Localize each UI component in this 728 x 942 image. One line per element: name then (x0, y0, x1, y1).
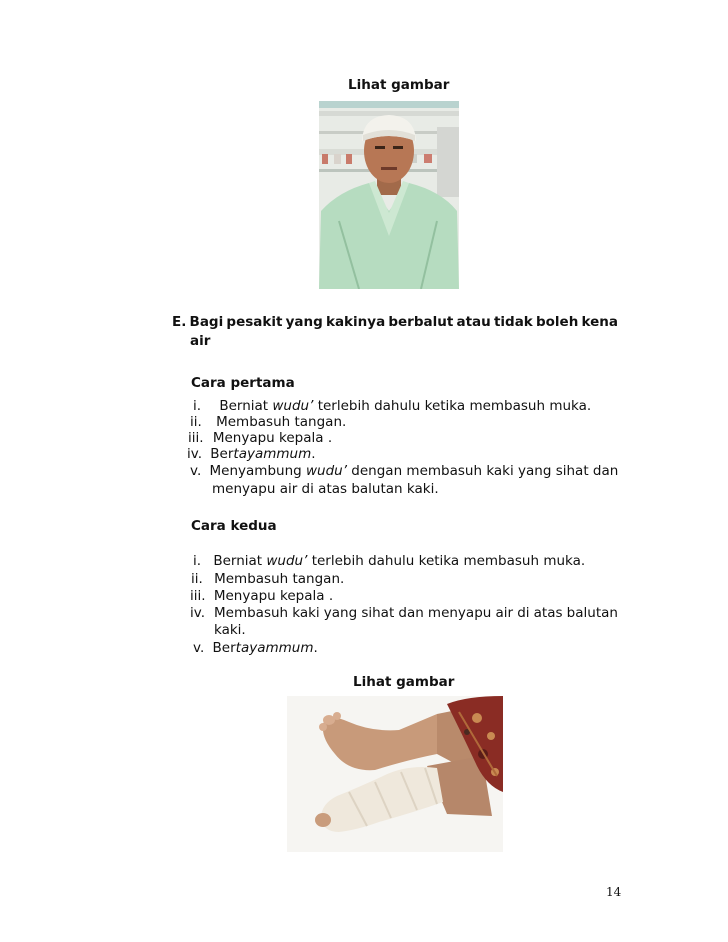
item-word: sihat (361, 605, 395, 621)
item-text: Berniat (213, 553, 267, 569)
item-italic: tayammum (233, 446, 312, 462)
item-word: Membasuh (214, 605, 289, 621)
item-number: i. (193, 398, 202, 414)
item-italic: wudu’ (272, 398, 314, 414)
item-text: terlebih dahulu ketika membasuh muka. (307, 553, 586, 569)
item-text: Menyambung (209, 463, 306, 479)
item-word: dan (398, 605, 424, 621)
heading-word: yang (285, 314, 323, 330)
item-text: . (313, 640, 318, 656)
item-text: Ber (210, 446, 234, 462)
cara-pertama-item-2 (190, 414, 346, 430)
item-text: Membasuh tangan. (214, 571, 345, 587)
cara-pertama-item-3 (188, 430, 332, 446)
item-number: iii. (190, 588, 206, 604)
cara-pertama-item-4 (187, 446, 316, 462)
item-number: ii. (190, 414, 202, 430)
heading-word: kakinya (325, 314, 386, 330)
cara-kedua-heading: Cara kedua (191, 518, 277, 534)
item-number: iii. (188, 430, 204, 446)
item-text: Menyapu kepala . (212, 430, 333, 446)
item-italic: wudu’ (266, 553, 308, 569)
item-text: Membasuh tangan. (216, 414, 347, 430)
item-word: di (517, 605, 530, 621)
item-number: i. (193, 553, 202, 569)
item-text: Ber (212, 640, 236, 656)
heading-word: kena (581, 314, 618, 330)
item-italic: tayammum (235, 640, 314, 656)
patient-head-bandage-photo (319, 101, 459, 289)
heading-word: boleh (535, 314, 579, 330)
heading-word: pesakit (226, 314, 283, 330)
cara-kedua-item-2 (191, 571, 344, 587)
cara-pertama-item-5 (190, 463, 618, 479)
item-number: iv. (190, 605, 205, 621)
cara-pertama-item-5-cont: menyapu air di atas balutan kaki. (212, 481, 439, 497)
bandaged-foot-photo (287, 696, 503, 852)
item-text: dengan membasuh kaki yang sihat dan (347, 463, 619, 479)
item-word: balutan (566, 605, 618, 621)
heading-word: E. (172, 314, 187, 330)
cara-kedua-item-4-cont: kaki. (214, 622, 246, 638)
heading-word: atau (456, 314, 491, 330)
heading-word: Bagi (189, 314, 224, 330)
cara-kedua-item-4 (190, 605, 618, 621)
cara-kedua-item-1 (193, 553, 585, 569)
section-e-heading-line2: air (190, 333, 211, 349)
caption-bottom: Lihat gambar (353, 674, 455, 690)
cara-kedua-item-5 (193, 640, 318, 656)
item-word: air (495, 605, 514, 621)
item-number: iv. (187, 446, 202, 462)
item-word: atas (533, 605, 563, 621)
section-e-heading-line1 (172, 314, 618, 330)
item-word: kaki (292, 605, 320, 621)
item-number: v. (190, 463, 202, 479)
item-text: terlebih dahulu ketika membasuh muka. (313, 398, 592, 414)
item-number: ii. (191, 571, 203, 587)
item-text: Berniat (219, 398, 273, 414)
item-word: menyapu (427, 605, 492, 621)
cara-pertama-heading: Cara pertama (191, 375, 295, 391)
caption-top: Lihat gambar (348, 77, 450, 93)
item-number: v. (193, 640, 205, 656)
item-4-words (214, 605, 618, 621)
cara-pertama-item-1 (193, 398, 591, 414)
heading-word: berbalut (388, 314, 454, 330)
item-text: . (311, 446, 316, 462)
item-text: Menyapu kepala . (213, 588, 334, 604)
item-italic: wudu’ (306, 463, 348, 479)
item-word: yang (323, 605, 358, 621)
page-number: 14 (606, 885, 622, 899)
heading-word: tidak (493, 314, 533, 330)
cara-kedua-item-3 (190, 588, 333, 604)
